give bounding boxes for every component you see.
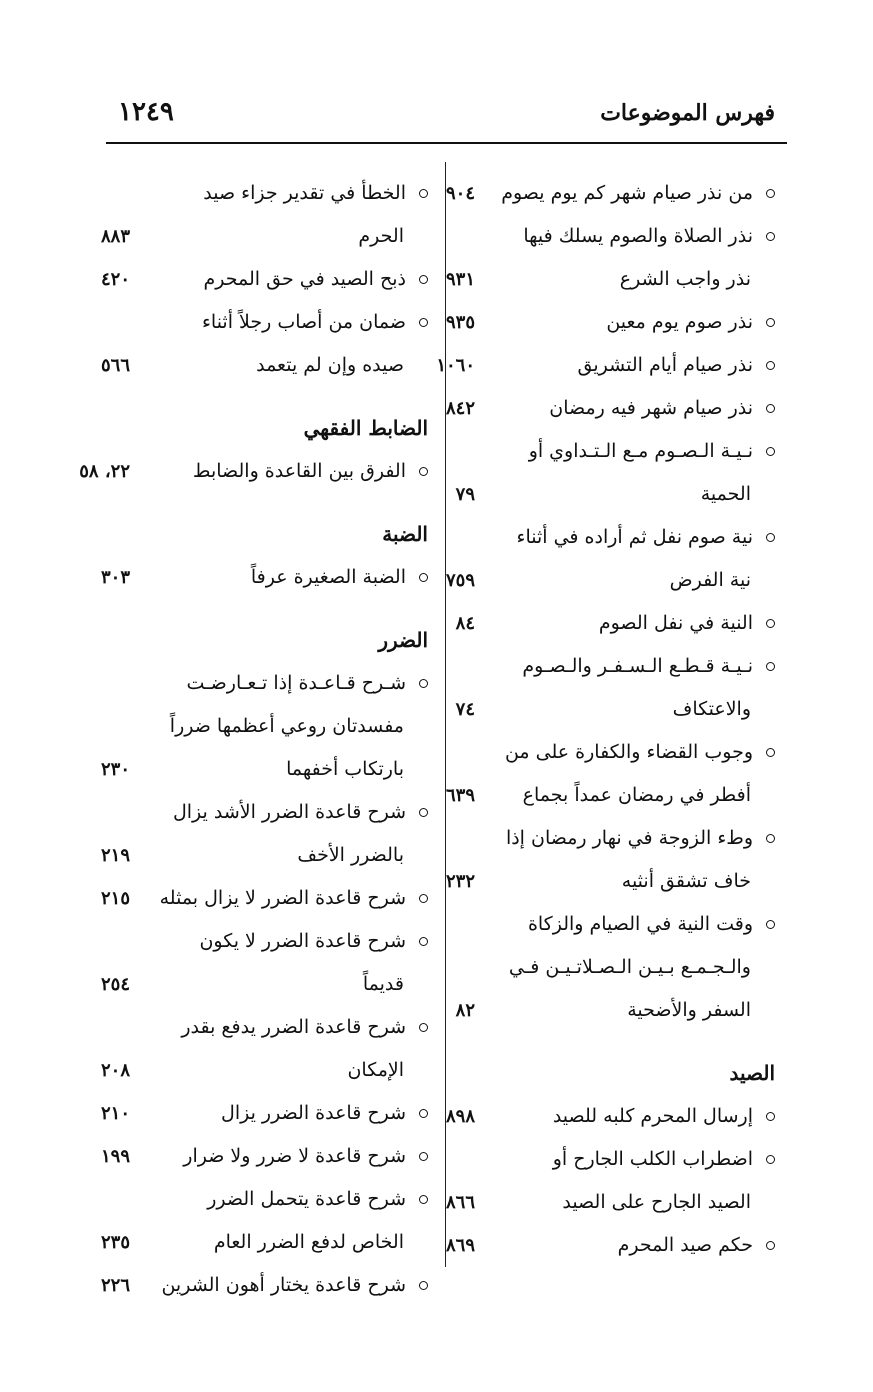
index-entry-row — [445, 387, 775, 430]
page-ref: ٧٩ — [455, 484, 475, 505]
section-spacer — [88, 599, 428, 619]
bullet-circle-icon — [419, 1281, 428, 1290]
index-entry-row — [88, 963, 428, 1006]
index-entry-row — [445, 903, 775, 946]
index-entry-row — [88, 556, 428, 599]
page-title: فهرس الموضوعات — [600, 100, 775, 126]
index-entry-row — [445, 774, 775, 817]
page-ref: ٩٣٥ — [445, 312, 475, 333]
header-rule — [106, 142, 787, 144]
entry-text: شرح قاعدة الضرر لا يزال بمثله — [159, 887, 406, 909]
bullet-circle-icon — [766, 619, 775, 628]
index-entry-row — [88, 662, 428, 705]
index-entry-row — [445, 817, 775, 860]
index-entry-row — [88, 920, 428, 963]
right-column — [436, 172, 775, 1267]
index-entry-row — [445, 989, 775, 1032]
index-entry-row — [445, 1224, 775, 1267]
page-ref: ٨٤٢ — [445, 398, 475, 419]
index-entry-row — [445, 1181, 775, 1224]
bullet-circle-icon — [766, 834, 775, 843]
section-heading-row — [88, 513, 428, 556]
bullet-circle-icon — [766, 748, 775, 757]
bullet-circle-icon — [419, 467, 428, 476]
page-ref: ٢٣٢ — [445, 871, 475, 892]
index-entry-row — [88, 258, 428, 301]
entry-text: الخاص لدفع الضرر العام — [213, 1231, 404, 1253]
page-ref: ٢٥٤ — [100, 974, 130, 995]
page-number: ١٢٤٩ — [118, 97, 174, 127]
bullet-circle-icon — [419, 318, 428, 327]
index-entry-row — [445, 645, 775, 688]
entry-text: الفرق بين القاعدة والضابط — [192, 460, 406, 482]
entry-text: شرح قاعدة الضرر لا يكون — [199, 930, 406, 952]
entry-text: اضطراب الكلب الجارح أو — [552, 1148, 753, 1170]
index-entry-row — [445, 258, 775, 301]
index-entry-row — [445, 602, 775, 645]
page-ref: ٢١٩ — [100, 845, 130, 866]
page-ref: ٧٤ — [455, 699, 475, 720]
entry-text: والاعتكاف — [672, 698, 751, 720]
entry-text: بالضرر الأخف — [297, 844, 404, 866]
entry-text: نذر صيام شهر فيه رمضان — [549, 397, 753, 419]
page-ref: ٢٢، ٥٨ — [79, 461, 130, 482]
entry-text: نذر صوم يوم معين — [606, 311, 753, 333]
entry-text: إرسال المحرم كلبه للصيد — [552, 1105, 753, 1127]
bullet-circle-icon — [766, 662, 775, 671]
entry-text: وطء الزوجة في نهار رمضان إذا — [505, 827, 753, 849]
index-entry-row — [445, 559, 775, 602]
bullet-circle-icon — [766, 361, 775, 370]
entry-text: والـجـمـع بـيـن الـصـلاتـيـن فـي — [508, 956, 751, 978]
entry-text: من نذر صيام شهر كم يوم يصوم — [501, 182, 753, 204]
entry-text: ضمان من أصاب رجلاً أثناء — [201, 311, 406, 333]
page-ref: ٩٠٤ — [445, 183, 475, 204]
index-entry-row — [88, 215, 428, 258]
entry-text: نذر صيام أيام التشريق — [577, 354, 753, 376]
section-heading: الضرر — [378, 628, 428, 652]
bullet-circle-icon — [766, 189, 775, 198]
entry-text: الخطأ في تقدير جزاء صيد — [203, 182, 406, 204]
entry-text: الحرم — [358, 225, 404, 247]
entry-text: صيده وإن لم يتعمد — [256, 354, 404, 376]
bullet-circle-icon — [419, 1195, 428, 1204]
section-heading: الضبة — [382, 522, 428, 546]
page-ref: ٢٣٠ — [100, 759, 130, 780]
page-ref: ٩٣١ — [445, 269, 475, 290]
index-entry-row — [445, 215, 775, 258]
page-ref: ٥٦٦ — [100, 355, 130, 376]
entry-text: شرح قاعدة لا ضرر ولا ضرار — [183, 1145, 406, 1167]
page-ref: ٢٢٦ — [100, 1275, 130, 1296]
entry-text: بارتكاب أخفهما — [286, 758, 404, 780]
index-entry-row — [445, 473, 775, 516]
page-ref: ٢٣٥ — [100, 1232, 130, 1253]
bullet-circle-icon — [766, 1155, 775, 1164]
page-ref: ٣٠٣ — [100, 567, 130, 588]
index-entry-row — [88, 1092, 428, 1135]
index-entry-row — [88, 1006, 428, 1049]
page-ref: ١٩٩ — [100, 1146, 130, 1167]
index-entry-row — [445, 860, 775, 903]
index-entry-row — [445, 731, 775, 774]
bullet-circle-icon — [766, 920, 775, 929]
bullet-circle-icon — [766, 1241, 775, 1250]
section-spacer — [88, 493, 428, 513]
page-ref: ٢١٠ — [100, 1103, 130, 1124]
index-entry-row — [88, 877, 428, 920]
index-entry-row — [79, 450, 428, 493]
index-entry-row — [445, 688, 775, 731]
index-entry-row — [88, 834, 428, 877]
entry-text: شرح قاعدة الضرر يزال — [221, 1102, 406, 1124]
entry-text: شرح قاعدة الضرر يدفع بقدر — [181, 1016, 406, 1038]
index-entry-row — [445, 1138, 775, 1181]
bullet-circle-icon — [766, 447, 775, 456]
entry-text: الضبة الصغيرة عرفاً — [250, 566, 406, 588]
entry-text: الإمكان — [347, 1059, 404, 1081]
bullet-circle-icon — [766, 404, 775, 413]
index-entry-row — [445, 172, 775, 215]
bullet-circle-icon — [419, 573, 428, 582]
entry-text: شـرح قـاعـدة إذا تـعـارضـت — [186, 672, 406, 694]
entry-text: النية في نفل الصوم — [598, 612, 753, 634]
entry-text: نية الفرض — [669, 569, 751, 591]
section-heading-row — [445, 1052, 775, 1095]
bullet-circle-icon — [766, 318, 775, 327]
bullet-circle-icon — [766, 232, 775, 241]
bullet-circle-icon — [766, 533, 775, 542]
entry-text: مفسدتان روعي أعظمها ضرراً — [169, 715, 404, 737]
bullet-circle-icon — [419, 1023, 428, 1032]
index-entry-row — [436, 344, 775, 387]
bullet-circle-icon — [419, 1152, 428, 1161]
page-ref: ٢٠٨ — [100, 1060, 130, 1081]
index-entry-row — [88, 705, 428, 748]
page-ref: ٨٦٩ — [445, 1235, 475, 1256]
entry-text: ذبح الصيد في حق المحرم — [203, 268, 406, 290]
entry-text: الحمية — [700, 483, 751, 505]
bullet-circle-icon — [419, 1109, 428, 1118]
index-entry-row — [88, 172, 428, 215]
entry-text: أفطر في رمضان عمداً بجماع — [522, 784, 751, 806]
entry-text: نية صوم نفل ثم أراده في أثناء — [516, 526, 753, 548]
entry-text: نـيـة الـصـوم مـع الـتـداوي أو — [528, 440, 753, 462]
entry-text: نذر الصلاة والصوم يسلك فيها — [523, 225, 753, 247]
bullet-circle-icon — [766, 1112, 775, 1121]
page-ref: ٧٥٩ — [445, 570, 475, 591]
entry-text: السفر والأضحية — [627, 999, 751, 1021]
page-ref: ٨٤ — [455, 613, 475, 634]
entry-text: خاف تشقق أنثيه — [621, 870, 751, 892]
bullet-circle-icon — [419, 937, 428, 946]
section-heading: الضابط الفقهي — [303, 416, 428, 440]
index-entry-row — [88, 1178, 428, 1221]
index-entry-row — [88, 301, 428, 344]
page-ref: ٢١٥ — [100, 888, 130, 909]
bullet-circle-icon — [419, 275, 428, 284]
index-entry-row — [88, 748, 428, 791]
entry-text: قديماً — [362, 973, 404, 995]
section-heading-row — [88, 407, 428, 450]
index-entry-row — [88, 791, 428, 834]
bullet-circle-icon — [419, 894, 428, 903]
index-entry-row — [445, 1095, 775, 1138]
page-ref: ٨٦٦ — [445, 1192, 475, 1213]
index-entry-row — [88, 1221, 428, 1264]
bullet-circle-icon — [419, 679, 428, 688]
entry-text: شرح قاعدة يختار أهون الشرين — [161, 1274, 406, 1296]
bullet-circle-icon — [419, 808, 428, 817]
entry-text: شرح قاعدة الضرر الأشد يزال — [172, 801, 406, 823]
entry-text: وجوب القضاء والكفارة على من — [504, 741, 753, 763]
entry-text: نذر واجب الشرع — [619, 268, 751, 290]
index-entry-row — [445, 946, 775, 989]
section-heading: الصيد — [729, 1061, 775, 1085]
index-entry-row — [445, 430, 775, 473]
entry-text: نـيـة قـطـع الـسـفـر والـصـوم — [522, 655, 753, 677]
index-entry-row — [445, 301, 775, 344]
section-heading-row — [88, 619, 428, 662]
page-ref: ٦٣٩ — [445, 785, 475, 806]
page-ref: ٨٢ — [455, 1000, 475, 1021]
section-spacer — [88, 387, 428, 407]
page-ref: ٤٢٠ — [100, 269, 130, 290]
page-ref: ٨٨٣ — [100, 226, 130, 247]
page-ref: ٨٩٨ — [445, 1106, 475, 1127]
entry-text: الصيد الجارح على الصيد — [562, 1191, 751, 1213]
index-entry-row — [445, 516, 775, 559]
left-column — [79, 172, 428, 1307]
page-ref: ١٠٦٠ — [436, 355, 475, 376]
index-entry-row — [88, 1264, 428, 1307]
entry-text: حكم صيد المحرم — [617, 1234, 753, 1256]
index-entry-row — [88, 1049, 428, 1092]
section-spacer — [445, 1032, 775, 1052]
entry-text: شرح قاعدة يتحمل الضرر — [207, 1188, 406, 1210]
index-entry-row — [88, 1135, 428, 1178]
entry-text: وقت النية في الصيام والزكاة — [527, 913, 753, 935]
bullet-circle-icon — [419, 189, 428, 198]
index-entry-row — [88, 344, 428, 387]
